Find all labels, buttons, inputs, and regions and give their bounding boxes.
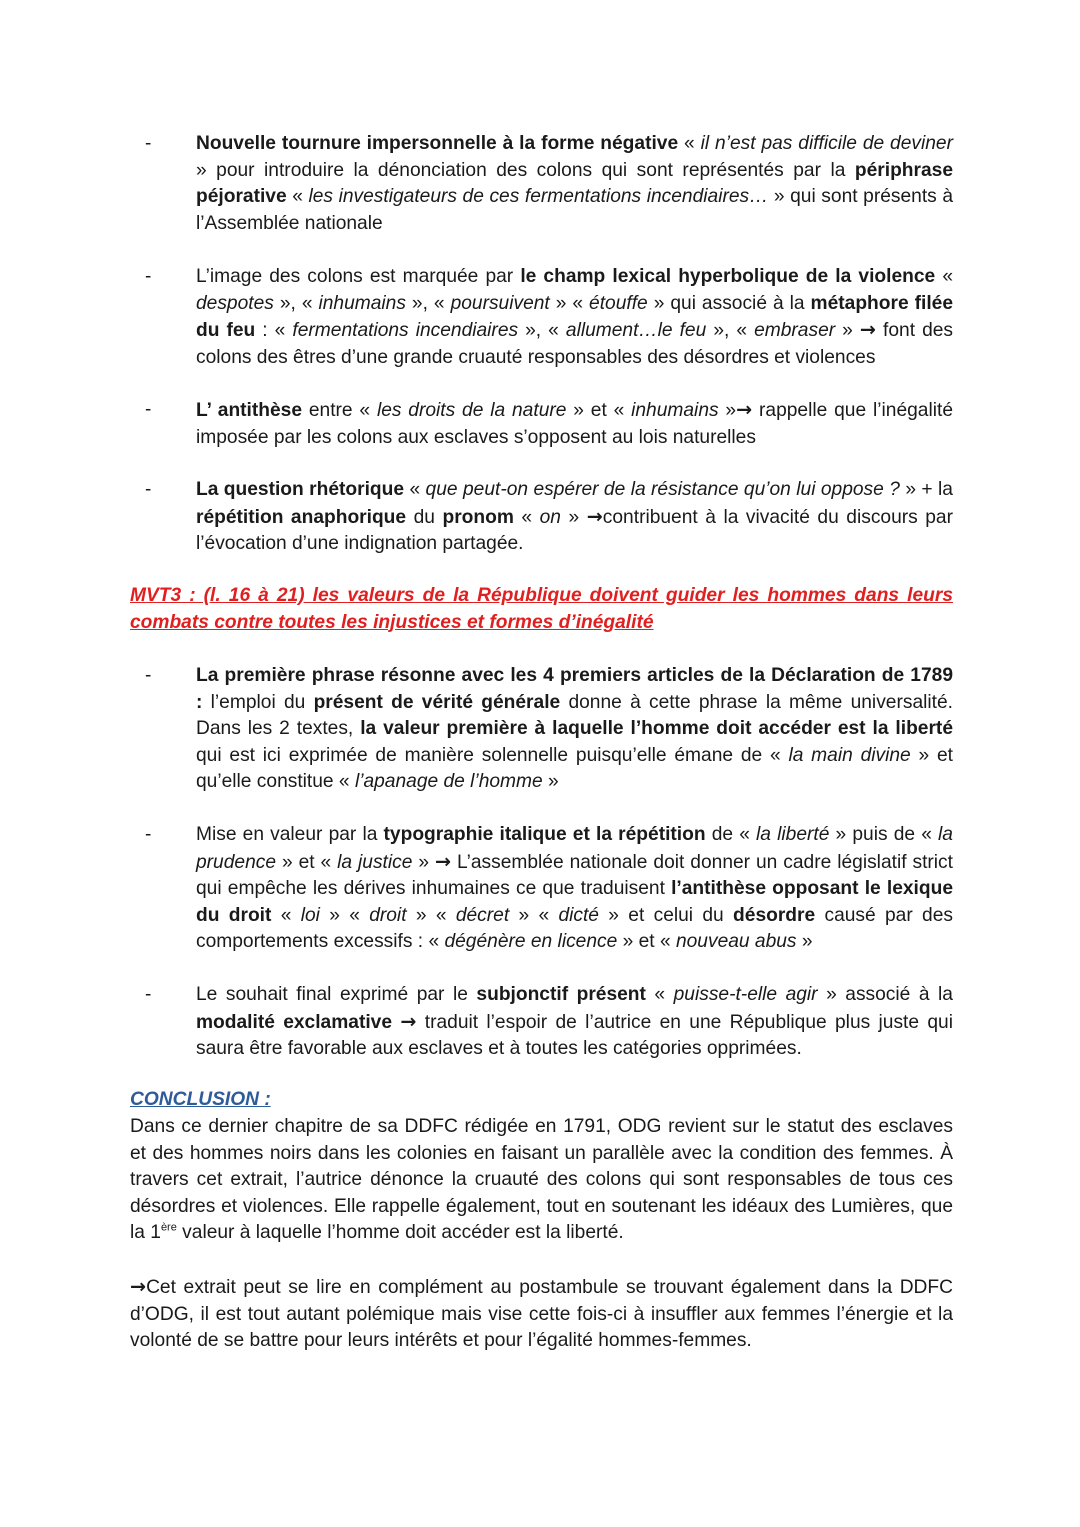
italic-quote: allument…le feu bbox=[565, 320, 707, 341]
text-run: » « bbox=[509, 904, 559, 926]
bullet-text bbox=[196, 264, 953, 371]
text-run: qui est ici exprimée de manière solennelle puisqu’elle émane de « bbox=[196, 744, 789, 766]
text-run: » bbox=[796, 931, 813, 952]
bold-run: La question rhétorique bbox=[196, 479, 405, 500]
text-run: » + la bbox=[899, 479, 953, 500]
italic-quote: décret bbox=[455, 904, 510, 926]
text-run: » « bbox=[549, 292, 590, 314]
text-run: » qui associé à la bbox=[647, 292, 811, 314]
arrow-right-icon: → bbox=[586, 504, 603, 528]
text-run: Mise en valeur par la bbox=[196, 824, 384, 845]
italic-quote: la main divine bbox=[788, 744, 911, 766]
bullet-dash: - bbox=[145, 984, 152, 1005]
text-run: » et « bbox=[566, 400, 632, 421]
italic-quote: embraser bbox=[754, 320, 836, 341]
bullet-item-tournure bbox=[130, 131, 953, 237]
text-run: » puis de « bbox=[829, 824, 939, 845]
bullet-dash: - bbox=[145, 399, 152, 420]
text-run: » bbox=[542, 771, 559, 792]
text-run: « bbox=[404, 479, 426, 500]
text-run: » bbox=[560, 506, 587, 528]
text-run: font des colons des êtres d’une grande cruauté responsables des désordres et violences bbox=[196, 320, 954, 368]
text-run: », « bbox=[273, 292, 319, 314]
bold-run: typographie italique et la répétition bbox=[383, 824, 706, 845]
text-run: L’image des colons est marquée par bbox=[196, 266, 521, 287]
bold-run: métaphore filée du feu bbox=[196, 292, 953, 341]
text-run: « bbox=[645, 984, 674, 1005]
bold-run: l’antithèse opposant le lexique du droit bbox=[196, 878, 954, 926]
bullet-text bbox=[196, 477, 953, 558]
conclusion-paragraph bbox=[130, 1114, 953, 1247]
text-run: traduit l’espoir de l’autrice en une République plus juste qui saura être favorable aux esclaves et à toutes les catégories opprimées. bbox=[196, 1011, 953, 1059]
text-run: » « bbox=[319, 904, 370, 926]
bullet-dash: - bbox=[145, 665, 152, 686]
italic-quote: inhumains bbox=[631, 400, 719, 421]
italic-quote: il n’est pas difficile de deviner bbox=[700, 133, 953, 154]
text-run: » et celui du bbox=[598, 904, 734, 926]
italic-quote: inhumains bbox=[318, 292, 406, 314]
arrow-right-icon: → bbox=[434, 849, 452, 873]
italic-quote: despotes bbox=[196, 292, 274, 314]
italic-quote: l’apanage de l’homme bbox=[354, 771, 543, 792]
bullet-item-question-rhetorique bbox=[130, 477, 953, 558]
text-run: Cet extrait peut se lire en complément au postambule se trouvant également dans la DDFC d’ODG, il est tout autant polémique mais vise cette fois-ci à insuffler aux femmes l’énergie et la volonté de se battre pour leurs intérêts et pour l’égalité hommes-femmes. bbox=[130, 1277, 953, 1351]
text-run: L’assemblée nationale doit donner un cadre législatif strict qui empêche les dérives inhumaines ce que traduisent bbox=[196, 851, 953, 899]
text-run: », « bbox=[405, 292, 451, 314]
text-run: », « bbox=[706, 320, 755, 341]
final-paragraph bbox=[130, 1274, 953, 1355]
bullet-text bbox=[196, 982, 953, 1063]
text-run: » associé à la bbox=[817, 984, 953, 1005]
bullet-text bbox=[196, 663, 953, 796]
italic-quote: on bbox=[539, 506, 561, 528]
bold-run: La première phrase résonne avec les 4 premiers articles de la Déclaration de 1789 : bbox=[196, 665, 953, 713]
text-run: » bbox=[412, 851, 435, 873]
italic-quote: la liberté bbox=[756, 824, 830, 845]
text-run: de « bbox=[705, 824, 757, 845]
text-run: Dans ce dernier chapitre de sa DDFC rédigée en 1791, ODG revient sur le statut des esclaves et des hommes noirs dans les colonies en faisant un parallèle avec la condition des femmes. À travers cet extrait, l’autrice dénonce la cruauté des colons qui sont responsables de tous ces désordres et violences. Elle rappelle également, tout en soutenant les idéaux des Lumières, que la 1 bbox=[130, 1116, 953, 1243]
bold-run: modalité exclamative bbox=[196, 1011, 393, 1033]
text-run: « bbox=[678, 133, 701, 154]
bold-run: périphrase péjorative bbox=[196, 159, 953, 207]
bullet-item-image-colons bbox=[130, 264, 953, 371]
conclusion-heading: CONCLUSION : bbox=[130, 1089, 271, 1110]
bold-run: la valeur première à laquelle l’homme doit accéder est la liberté bbox=[360, 718, 953, 739]
bold-run: présent de vérité générale bbox=[313, 691, 561, 713]
text-run: » et « bbox=[617, 931, 676, 952]
bullet-item-premiere-phrase bbox=[130, 663, 953, 796]
arrow-right-icon: → bbox=[736, 398, 753, 421]
italic-quote: la justice bbox=[337, 851, 413, 873]
text-run: entre « bbox=[302, 400, 377, 421]
text-run: du bbox=[406, 506, 443, 528]
bullet-text bbox=[196, 822, 953, 956]
mvt3-heading: MVT3 : (l. 16 à 21) les valeurs de la République doivent guider les hommes dans leurs combats contre toutes les injustices et formes d’inégalité bbox=[130, 585, 953, 633]
bold-run: le champ lexical hyperbolique de la violence bbox=[520, 266, 936, 287]
bullet-dash: - bbox=[145, 133, 152, 154]
text-run: « bbox=[271, 904, 301, 926]
arrow-right-icon: → bbox=[130, 1275, 147, 1298]
bold-run: Nouvelle tournure impersonnelle à la forme négative bbox=[196, 133, 679, 154]
italic-quote: la prudence bbox=[196, 824, 953, 873]
text-run: : « bbox=[255, 320, 293, 341]
bullet-dash: - bbox=[145, 824, 152, 845]
bullet-item-antithese bbox=[130, 397, 953, 451]
italic-quote: que peut-on espérer de la résistance qu’on lui oppose ? bbox=[425, 479, 900, 500]
bold-run: désordre bbox=[733, 904, 816, 926]
text-run: « bbox=[513, 506, 540, 528]
italic-quote: dicté bbox=[558, 904, 599, 926]
text-run: » et « bbox=[276, 851, 338, 873]
bold-run: pronom bbox=[442, 506, 514, 528]
bullet-text bbox=[196, 131, 953, 237]
italic-quote: poursuivent bbox=[450, 292, 550, 314]
arrow-right-icon: → bbox=[400, 1009, 417, 1033]
italic-quote: droit bbox=[369, 904, 407, 926]
text-run: » pour introduire la dénonciation des colons qui sont représentés par la bbox=[196, 159, 855, 181]
text-run: » « bbox=[406, 904, 456, 926]
text-run: valeur à laquelle l’homme doit accéder est la liberté. bbox=[176, 1222, 624, 1243]
bullet-text bbox=[196, 397, 953, 451]
italic-quote: loi bbox=[300, 904, 320, 926]
bold-run: répétition anaphorique bbox=[196, 506, 407, 528]
bold-run: L’ antithèse bbox=[196, 400, 303, 421]
text-run: causé par des comportements excessifs : « bbox=[196, 904, 953, 952]
text-run: », « bbox=[518, 320, 566, 341]
bullet-item-mise-en-valeur bbox=[130, 822, 953, 956]
italic-quote: étouffe bbox=[589, 292, 648, 314]
text-run: » bbox=[835, 320, 860, 341]
bullet-dash: - bbox=[145, 479, 152, 500]
text-run: » et qu’elle constitue « bbox=[196, 744, 953, 792]
italic-quote: dégénère en licence bbox=[444, 931, 618, 952]
text-run: « bbox=[286, 186, 309, 207]
bullet-dash: - bbox=[145, 266, 152, 287]
text-run: » qui sont présents à l’Assemblée nationale bbox=[196, 186, 953, 234]
italic-quote: nouveau abus bbox=[675, 931, 797, 952]
text-run: l’emploi du bbox=[202, 691, 314, 713]
text-run: « bbox=[935, 266, 953, 287]
superscript: ère bbox=[160, 1221, 177, 1234]
italic-quote: les investigateurs de ces fermentations incendiaires… bbox=[308, 186, 769, 207]
text-run: contribuent à la vivacité du discours par l’évocation d’une indignation partagée. bbox=[196, 506, 953, 554]
arrow-right-icon: → bbox=[859, 318, 876, 341]
italic-quote: puisse-t-elle agir bbox=[673, 984, 818, 1005]
text-run: » bbox=[718, 400, 737, 421]
italic-quote: les droits de la nature bbox=[376, 400, 567, 421]
text-run: donne à cette phrase la même universalité. Dans les 2 textes, bbox=[196, 691, 953, 739]
text-run: Le souhait final exprimé par le bbox=[196, 984, 477, 1005]
text-run: rappelle que l’inégalité imposée par les colons aux esclaves s’opposent au lois naturelles bbox=[196, 400, 953, 448]
italic-quote: fermentations incendiaires bbox=[292, 320, 519, 341]
bold-run: subjonctif présent bbox=[476, 984, 646, 1005]
bullet-item-souhait-final bbox=[130, 982, 953, 1063]
